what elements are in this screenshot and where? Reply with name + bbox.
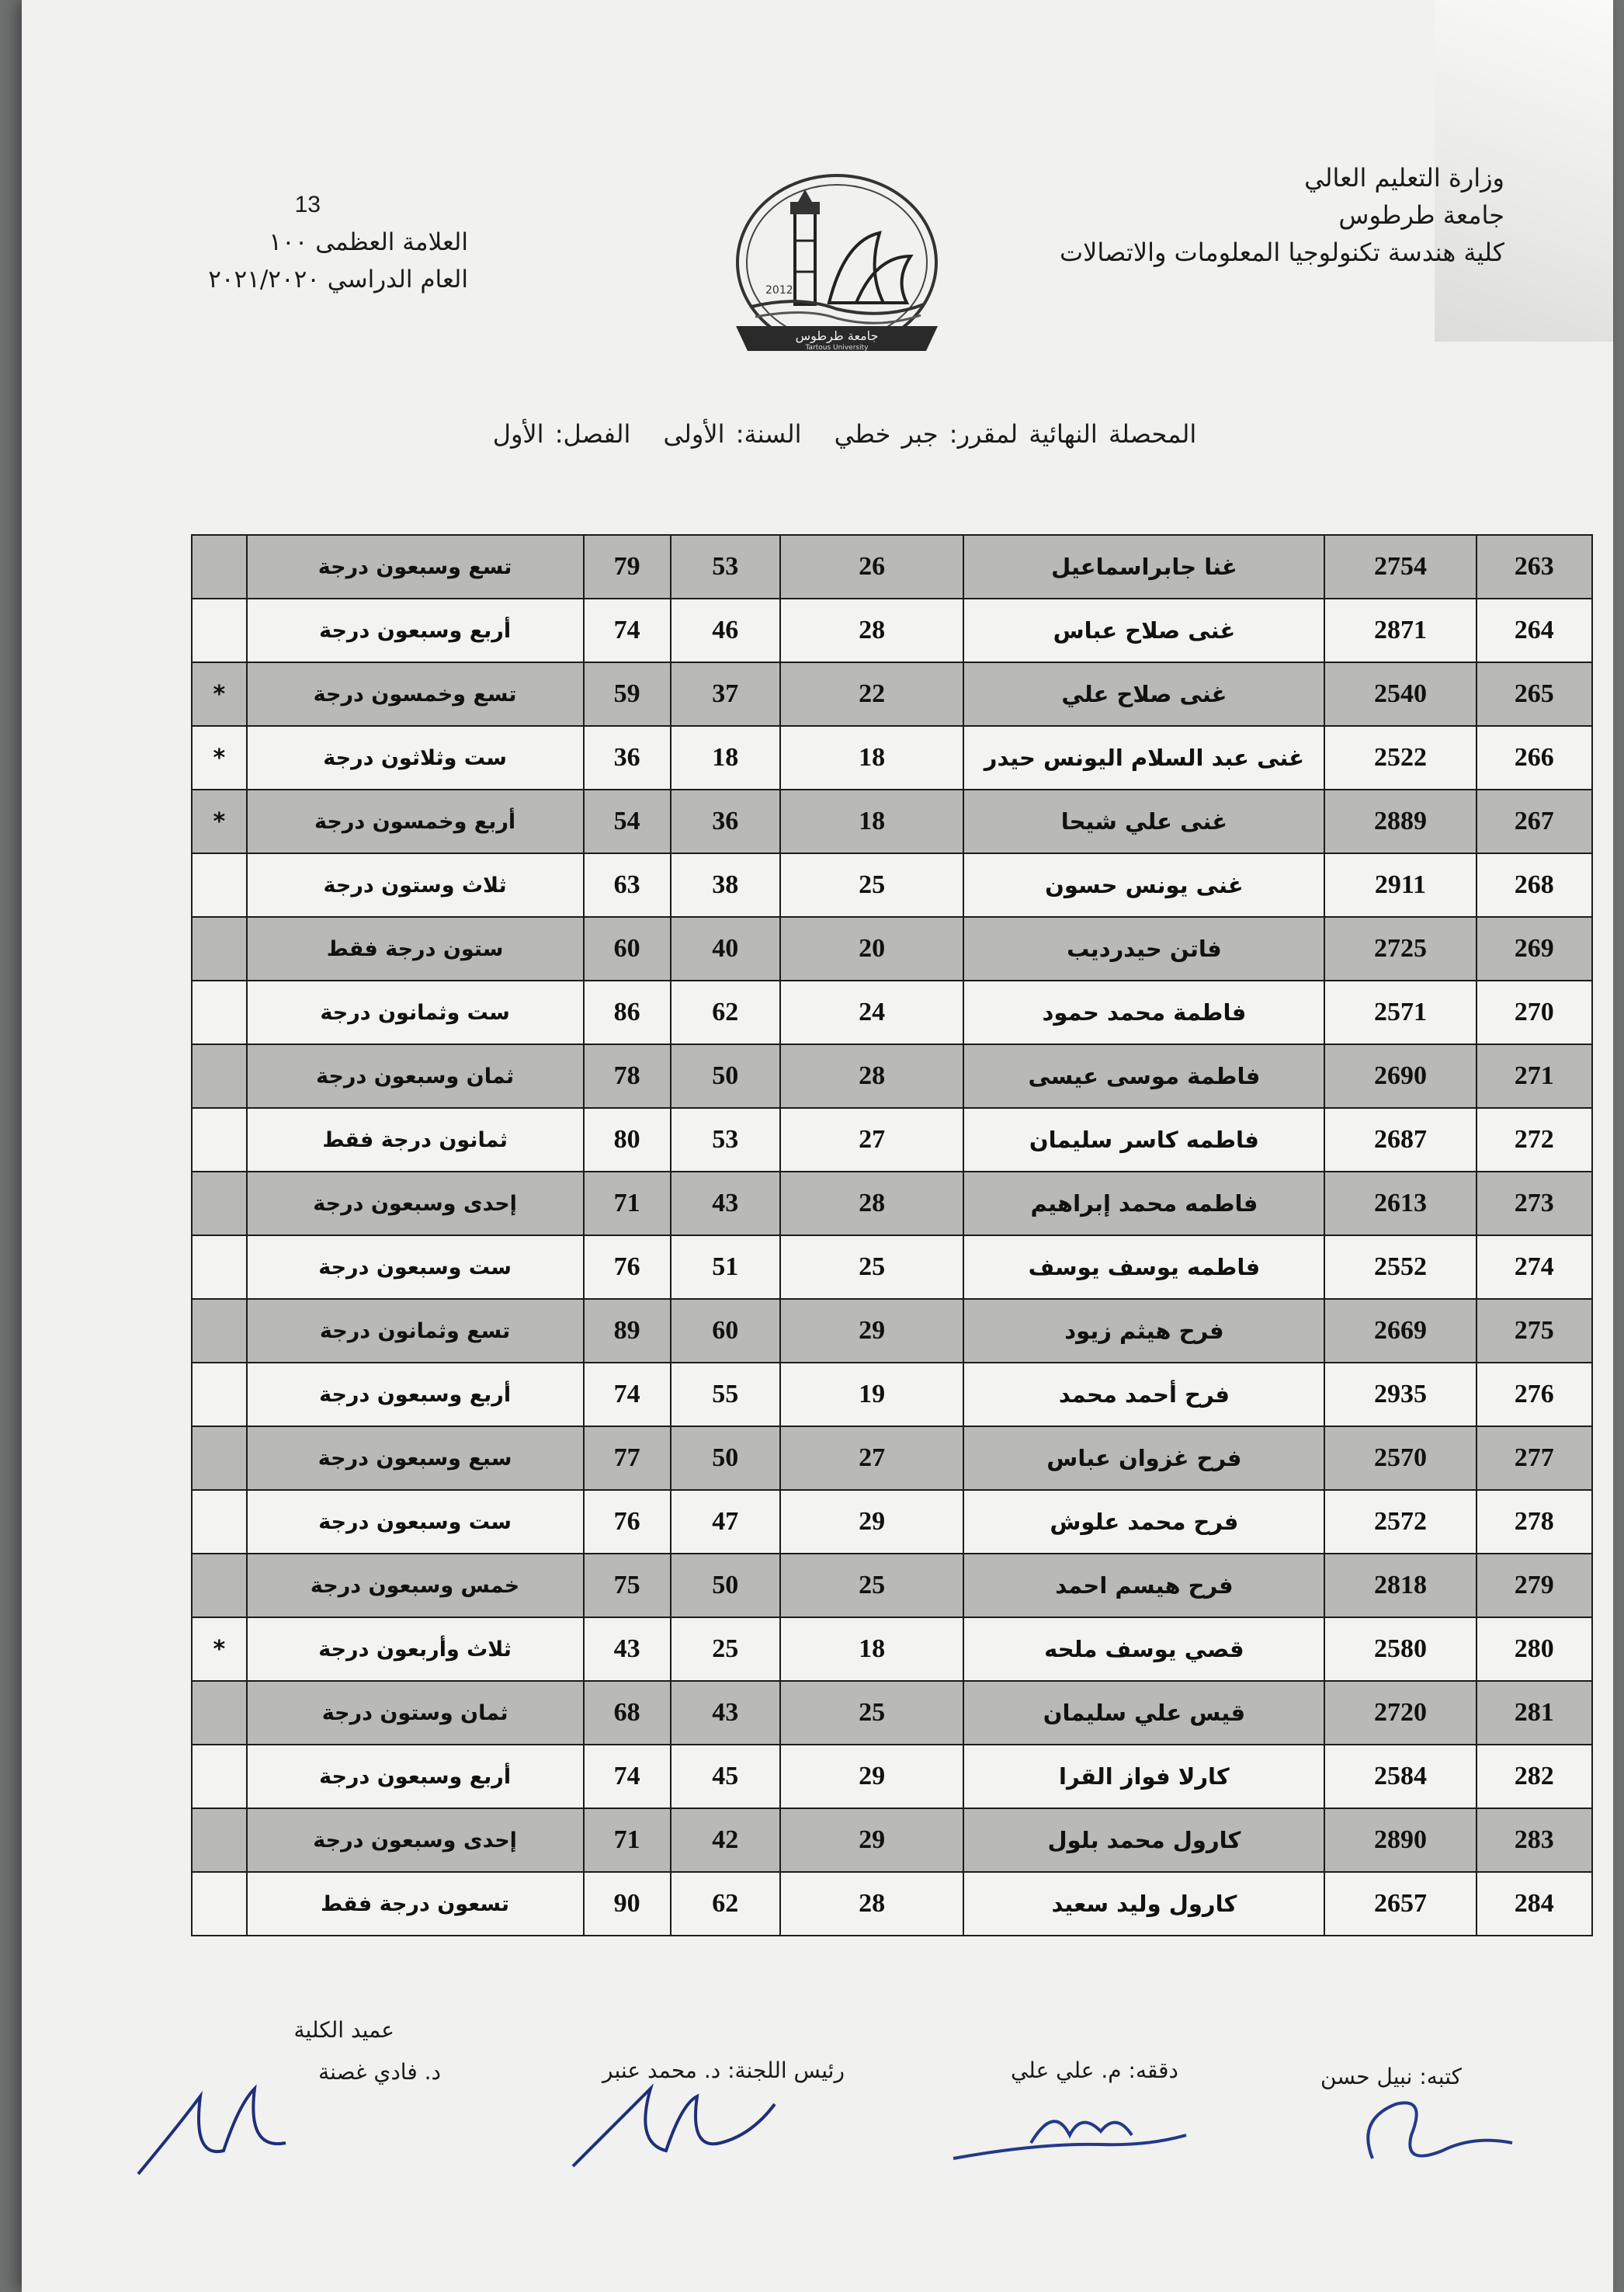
total-mark-cell: 86 — [584, 981, 671, 1044]
flag-mark-cell — [192, 1872, 247, 1936]
total-in-words-cell: ست وسبعون درجة — [247, 1235, 584, 1299]
student-name-cell: كارول وليد سعيد — [963, 1872, 1324, 1936]
flag-mark-cell — [192, 917, 247, 981]
student-name-cell: غنى صلاح علي — [963, 662, 1324, 726]
final-mark-cell: 43 — [671, 1681, 780, 1745]
final-mark-cell: 62 — [671, 981, 780, 1044]
student-name-cell: غنى يونس حسون — [963, 853, 1324, 917]
total-mark-cell: 36 — [584, 726, 671, 790]
flag-mark-cell — [192, 1681, 247, 1745]
final-mark-cell: 45 — [671, 1745, 780, 1808]
seq-cell: 279 — [1477, 1554, 1592, 1617]
total-mark-cell: 71 — [584, 1808, 671, 1872]
student-name-cell: قيس علي سليمان — [963, 1681, 1324, 1745]
seq-cell: 283 — [1477, 1808, 1592, 1872]
flag-mark-cell — [192, 1299, 247, 1363]
total-mark-cell: 54 — [584, 790, 671, 853]
table-row — [192, 1490, 1592, 1554]
student-name-cell: فرح هيثم زيود — [963, 1299, 1324, 1363]
total-mark-cell: 80 — [584, 1108, 671, 1172]
total-mark-cell: 89 — [584, 1299, 671, 1363]
total-mark-cell: 68 — [584, 1681, 671, 1745]
flag-mark-cell — [192, 853, 247, 917]
final-mark-cell: 60 — [671, 1299, 780, 1363]
total-in-words-cell: ثلاث وأربعون درجة — [247, 1617, 584, 1681]
total-in-words-cell: أربع وسبعون درجة — [247, 599, 584, 662]
total-mark-cell: 71 — [584, 1172, 671, 1235]
flag-mark-cell — [192, 1108, 247, 1172]
total-mark-cell: 75 — [584, 1554, 671, 1617]
seq-cell: 274 — [1477, 1235, 1592, 1299]
table-row — [192, 1554, 1592, 1617]
final-mark-cell: 53 — [671, 1108, 780, 1172]
table-row — [192, 1172, 1592, 1235]
student-id-cell: 2911 — [1324, 853, 1476, 917]
student-id-cell: 2889 — [1324, 790, 1476, 853]
student-id-cell: 2571 — [1324, 981, 1476, 1044]
total-in-words-cell: ثمانون درجة فقط — [247, 1108, 584, 1172]
total-in-words-cell: خمس وسبعون درجة — [247, 1554, 584, 1617]
committee-head-label: رئيس اللجنة: د. محمد عنبر — [602, 2058, 845, 2083]
writer-signature — [1341, 2089, 1543, 2182]
final-mark-cell: 46 — [671, 599, 780, 662]
practical-mark-cell: 29 — [780, 1808, 964, 1872]
total-in-words-cell: إحدى وسبعون درجة — [247, 1172, 584, 1235]
student-id-cell: 2687 — [1324, 1108, 1476, 1172]
total-in-words-cell: إحدى وسبعون درجة — [247, 1808, 584, 1872]
flag-mark-cell — [192, 1808, 247, 1872]
practical-mark-cell: 28 — [780, 599, 964, 662]
practical-mark-cell: 18 — [780, 790, 964, 853]
total-in-words-cell: تسع وخمسون درجة — [247, 662, 584, 726]
practical-mark-cell: 29 — [780, 1745, 964, 1808]
practical-mark-cell: 25 — [780, 1235, 964, 1299]
total-mark-cell: 74 — [584, 1363, 671, 1426]
seq-cell: 276 — [1477, 1363, 1592, 1426]
seq-cell: 277 — [1477, 1426, 1592, 1490]
seal-year: 2012 — [765, 284, 793, 297]
practical-mark-cell: 19 — [780, 1363, 964, 1426]
total-in-words-cell: ست وثمانون درجة — [247, 981, 584, 1044]
seq-cell: 282 — [1477, 1745, 1592, 1808]
total-in-words-cell: أربع وسبعون درجة — [247, 1745, 584, 1808]
seq-cell: 265 — [1477, 662, 1592, 726]
flag-mark-cell — [192, 1172, 247, 1235]
table-row — [192, 1617, 1592, 1681]
table-row — [192, 726, 1592, 790]
seq-cell: 278 — [1477, 1490, 1592, 1554]
flag-mark-cell — [192, 1426, 247, 1490]
page-number: 13 — [294, 192, 321, 217]
table-row — [192, 1108, 1592, 1172]
academic-year: العام الدراسي ٢٠٢١/٢٠٢٠ — [208, 266, 468, 293]
table-row — [192, 599, 1592, 662]
student-name-cell: فاطمه يوسف يوسف — [963, 1235, 1324, 1299]
table-row — [192, 1044, 1592, 1108]
seq-cell: 263 — [1477, 535, 1592, 599]
flag-mark-cell — [192, 981, 247, 1044]
seal-name-latin: Tartous University — [805, 344, 869, 352]
flag-mark-cell — [192, 1235, 247, 1299]
practical-mark-cell: 20 — [780, 917, 964, 981]
document-title — [456, 419, 1233, 449]
student-id-cell: 2522 — [1324, 726, 1476, 790]
final-mark-cell: 25 — [671, 1617, 780, 1681]
total-in-words-cell: ثمان وسبعون درجة — [247, 1044, 584, 1108]
committee-head-signature — [557, 2073, 790, 2182]
student-id-cell: 2570 — [1324, 1426, 1476, 1490]
university-seal-logo — [720, 171, 953, 380]
seq-cell: 271 — [1477, 1044, 1592, 1108]
flag-mark-cell — [192, 1745, 247, 1808]
student-name-cell: فرح محمد علوش — [963, 1490, 1324, 1554]
student-name-cell: غنى علي شيحا — [963, 790, 1324, 853]
total-mark-cell: 90 — [584, 1872, 671, 1936]
practical-mark-cell: 18 — [780, 1617, 964, 1681]
dean-title: عميد الكلية — [293, 2017, 394, 2043]
total-mark-cell: 76 — [584, 1235, 671, 1299]
total-mark-cell: 59 — [584, 662, 671, 726]
student-id-cell: 2669 — [1324, 1299, 1476, 1363]
practical-mark-cell: 27 — [780, 1108, 964, 1172]
practical-mark-cell: 22 — [780, 662, 964, 726]
title-year: السنة: الأولى — [663, 419, 802, 449]
seq-cell: 270 — [1477, 981, 1592, 1044]
final-mark-cell: 50 — [671, 1044, 780, 1108]
header-institution — [1060, 159, 1504, 271]
student-name-cell: فرح هيسم احمد — [963, 1554, 1324, 1617]
student-id-cell: 2657 — [1324, 1872, 1476, 1936]
student-id-cell: 2613 — [1324, 1172, 1476, 1235]
total-in-words-cell: أربع وخمسون درجة — [247, 790, 584, 853]
total-in-words-cell: ست وثلاثون درجة — [247, 726, 584, 790]
student-id-cell: 2720 — [1324, 1681, 1476, 1745]
total-mark-cell: 78 — [584, 1044, 671, 1108]
student-name-cell: فاطمة محمد حمود — [963, 981, 1324, 1044]
student-name-cell: فاطمه كاسر سليمان — [963, 1108, 1324, 1172]
total-in-words-cell: تسع وسبعون درجة — [247, 535, 584, 599]
dean-signature — [130, 2065, 309, 2190]
student-id-cell: 2754 — [1324, 535, 1476, 599]
final-mark-cell: 18 — [671, 726, 780, 790]
student-id-cell: 2935 — [1324, 1363, 1476, 1426]
flag-mark-cell: * — [192, 726, 247, 790]
student-id-cell: 2725 — [1324, 917, 1476, 981]
total-in-words-cell: ثلاث وستون درجة — [247, 853, 584, 917]
total-mark-cell: 74 — [584, 1745, 671, 1808]
final-mark-cell: 50 — [671, 1554, 780, 1617]
total-in-words-cell: ست وسبعون درجة — [247, 1490, 584, 1554]
table-row — [192, 790, 1592, 853]
student-id-cell: 2540 — [1324, 662, 1476, 726]
student-id-cell: 2572 — [1324, 1490, 1476, 1554]
practical-mark-cell: 28 — [780, 1044, 964, 1108]
flag-mark-cell: * — [192, 790, 247, 853]
student-id-cell: 2871 — [1324, 599, 1476, 662]
practical-mark-cell: 25 — [780, 1681, 964, 1745]
total-in-words-cell: تسع وثمانون درجة — [247, 1299, 584, 1363]
student-name-cell: كارلا فواز القرا — [963, 1745, 1324, 1808]
final-mark-cell: 36 — [671, 790, 780, 853]
final-mark-cell: 43 — [671, 1172, 780, 1235]
practical-mark-cell: 29 — [780, 1490, 964, 1554]
grades-table — [191, 534, 1593, 1936]
student-name-cell: غنى عبد السلام اليونس حيدر — [963, 726, 1324, 790]
seq-cell: 272 — [1477, 1108, 1592, 1172]
student-id-cell: 2552 — [1324, 1235, 1476, 1299]
seq-cell: 284 — [1477, 1872, 1592, 1936]
document-page — [22, 0, 1613, 2292]
flag-mark-cell — [192, 599, 247, 662]
student-id-cell: 2584 — [1324, 1745, 1476, 1808]
practical-mark-cell: 27 — [780, 1426, 964, 1490]
table-row — [192, 1681, 1592, 1745]
practical-mark-cell: 18 — [780, 726, 964, 790]
table-row — [192, 1426, 1592, 1490]
seq-cell: 280 — [1477, 1617, 1592, 1681]
student-name-cell: كارول محمد بلول — [963, 1808, 1324, 1872]
practical-mark-cell: 24 — [780, 981, 964, 1044]
table-row — [192, 662, 1592, 726]
seq-cell: 264 — [1477, 599, 1592, 662]
student-id-cell: 2580 — [1324, 1617, 1476, 1681]
table-row — [192, 1235, 1592, 1299]
student-name-cell: فرح أحمد محمد — [963, 1363, 1324, 1426]
table-row — [192, 917, 1592, 981]
university-name: جامعة طرطوس — [1338, 200, 1504, 230]
title-semester: الفصل: الأول — [492, 419, 631, 449]
seq-cell: 268 — [1477, 853, 1592, 917]
total-in-words-cell: أربع وسبعون درجة — [247, 1363, 584, 1426]
student-name-cell: غنى صلاح عباس — [963, 599, 1324, 662]
seq-cell: 266 — [1477, 726, 1592, 790]
student-id-cell: 2890 — [1324, 1808, 1476, 1872]
student-id-cell: 2818 — [1324, 1554, 1476, 1617]
practical-mark-cell: 29 — [780, 1299, 964, 1363]
final-mark-cell: 37 — [671, 662, 780, 726]
total-mark-cell: 43 — [584, 1617, 671, 1681]
total-mark-cell: 74 — [584, 599, 671, 662]
practical-mark-cell: 25 — [780, 853, 964, 917]
seal-name: جامعة طرطوس — [795, 328, 879, 343]
faculty-name: كلية هندسة تكنولوجيا المعلومات والاتصالات — [1060, 238, 1504, 267]
practical-mark-cell: 28 — [780, 1872, 964, 1936]
total-mark-cell: 60 — [584, 917, 671, 981]
final-mark-cell: 40 — [671, 917, 780, 981]
student-name-cell: فاطمه محمد إبراهيم — [963, 1172, 1324, 1235]
seq-cell: 273 — [1477, 1172, 1592, 1235]
flag-mark-cell: * — [192, 662, 247, 726]
student-name-cell: غنا جابراسماعيل — [963, 535, 1324, 599]
writer-label: كتبه: نبيل حسن — [1320, 2064, 1462, 2089]
table-row — [192, 1745, 1592, 1808]
practical-mark-cell: 28 — [780, 1172, 964, 1235]
ministry-name: وزارة التعليم العالي — [1304, 163, 1504, 193]
table-row — [192, 1363, 1592, 1426]
total-mark-cell: 77 — [584, 1426, 671, 1490]
final-mark-cell: 53 — [671, 535, 780, 599]
final-mark-cell: 50 — [671, 1426, 780, 1490]
practical-mark-cell: 26 — [780, 535, 964, 599]
student-name-cell: قصي يوسف ملحه — [963, 1617, 1324, 1681]
student-id-cell: 2690 — [1324, 1044, 1476, 1108]
title-course: المحصلة النهائية لمقرر: جبر خطي — [834, 419, 1197, 449]
table-row — [192, 853, 1592, 917]
total-mark-cell: 79 — [584, 535, 671, 599]
total-mark-cell: 63 — [584, 853, 671, 917]
practical-mark-cell: 25 — [780, 1554, 964, 1617]
final-mark-cell: 47 — [671, 1490, 780, 1554]
table-row — [192, 1872, 1592, 1936]
final-mark-cell: 62 — [671, 1872, 780, 1936]
dean-name: د. فادي غصنة — [318, 2059, 441, 2085]
total-in-words-cell: تسعون درجة فقط — [247, 1872, 584, 1936]
final-mark-cell: 38 — [671, 853, 780, 917]
seq-cell: 269 — [1477, 917, 1592, 981]
seq-cell: 267 — [1477, 790, 1592, 853]
total-in-words-cell: ستون درجة فقط — [247, 917, 584, 981]
checker-signature — [946, 2089, 1202, 2174]
student-name-cell: فاتن حيدرديب — [963, 917, 1324, 981]
flag-mark-cell — [192, 1363, 247, 1426]
table-row — [192, 535, 1592, 599]
table-row — [192, 1808, 1592, 1872]
flag-mark-cell — [192, 1044, 247, 1108]
final-mark-cell: 55 — [671, 1363, 780, 1426]
student-name-cell: فاطمة موسى عيسى — [963, 1044, 1324, 1108]
total-mark-cell: 76 — [584, 1490, 671, 1554]
flag-mark-cell — [192, 1490, 247, 1554]
seq-cell: 281 — [1477, 1681, 1592, 1745]
table-row — [192, 1299, 1592, 1363]
flag-mark-cell — [192, 1554, 247, 1617]
max-mark: العلامة العظمى ١٠٠ — [269, 228, 468, 256]
table-row — [192, 981, 1592, 1044]
checker-label: دققه: م. علي علي — [1010, 2058, 1178, 2083]
final-mark-cell: 51 — [671, 1235, 780, 1299]
seq-cell: 275 — [1477, 1299, 1592, 1363]
flag-mark-cell — [192, 535, 247, 599]
header-info — [142, 186, 468, 298]
total-in-words-cell: سبع وسبعون درجة — [247, 1426, 584, 1490]
total-in-words-cell: ثمان وستون درجة — [247, 1681, 584, 1745]
final-mark-cell: 42 — [671, 1808, 780, 1872]
flag-mark-cell: * — [192, 1617, 247, 1681]
student-name-cell: فرح غزوان عباس — [963, 1426, 1324, 1490]
